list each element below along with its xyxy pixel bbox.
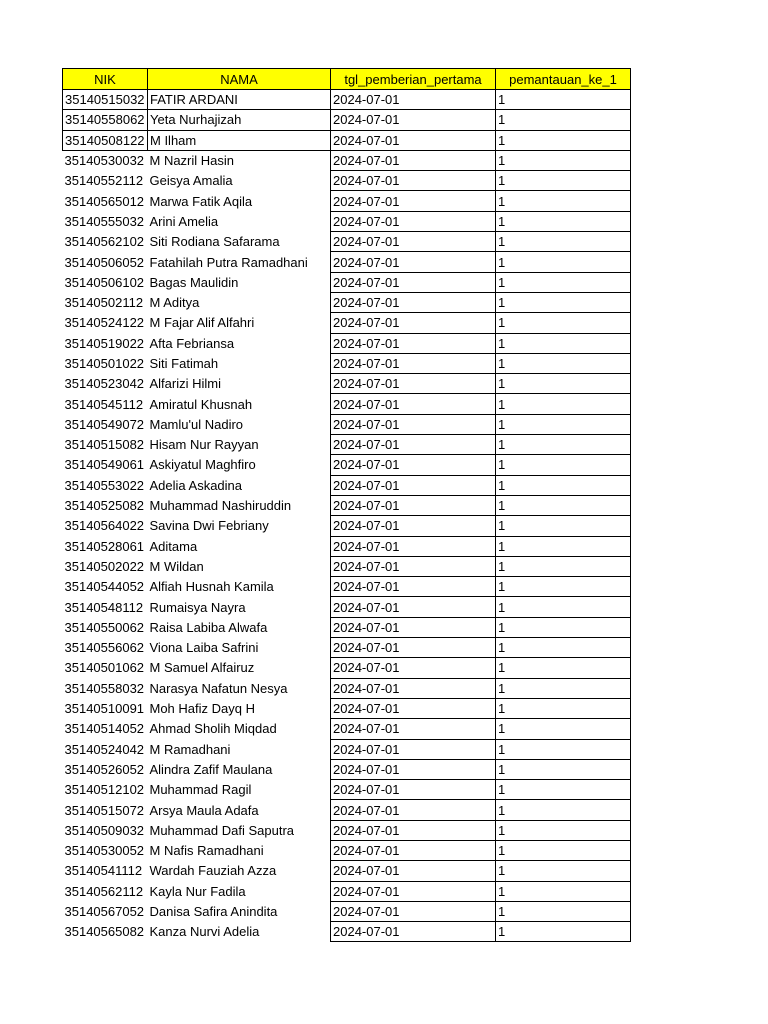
cell-pemantauan-ke-1[interactable]: 1 bbox=[496, 353, 631, 373]
cell-nik[interactable]: 35140502022 bbox=[64, 558, 145, 574]
cell-pemantauan-ke-1[interactable]: 1 bbox=[496, 780, 631, 800]
cell-nik[interactable]: 35140515072 bbox=[64, 802, 145, 818]
cell-tgl-pemberian-pertama[interactable]: 2024-07-01 bbox=[331, 638, 496, 658]
cell-nama[interactable]: M Nafis Ramadhani bbox=[149, 843, 264, 859]
cell-nik[interactable]: 35140515082 bbox=[64, 437, 145, 453]
table-row bbox=[63, 840, 631, 860]
table-row bbox=[63, 353, 631, 373]
cell-tgl-pemberian-pertama[interactable]: 2024-07-01 bbox=[331, 800, 496, 820]
cell-nik[interactable]: 35140514052 bbox=[64, 721, 145, 737]
cell-pemantauan-ke-1[interactable]: 1 bbox=[496, 597, 631, 617]
cell-tgl-pemberian-pertama[interactable]: 2024-07-01 bbox=[331, 658, 496, 678]
cell-nama[interactable]: Siti Rodiana Safarama bbox=[149, 234, 280, 250]
cell-pemantauan-ke-1[interactable]: 1 bbox=[496, 577, 631, 597]
cell-tgl-pemberian-pertama[interactable]: 2024-07-01 bbox=[331, 719, 496, 739]
table-row bbox=[63, 191, 631, 211]
cell-pemantauan-ke-1[interactable]: 1 bbox=[496, 333, 631, 353]
cell-nama[interactable]: Siti Fatimah bbox=[149, 356, 219, 371]
cell-pemantauan-ke-1[interactable]: 1 bbox=[496, 455, 631, 475]
cell-pemantauan-ke-1[interactable]: 1 bbox=[496, 475, 631, 495]
cell-nik[interactable]: 35140562112 bbox=[64, 883, 144, 899]
cell-nik[interactable]: 35140524042 bbox=[64, 741, 145, 757]
cell-tgl-pemberian-pertama[interactable]: 2024-07-01 bbox=[331, 211, 496, 231]
cell-pemantauan-ke-1[interactable]: 1 bbox=[496, 617, 631, 637]
cell-nik[interactable]: 35140550062 bbox=[64, 619, 145, 635]
cell-pemantauan-ke-1[interactable]: 1 bbox=[496, 536, 631, 556]
table-row bbox=[63, 292, 631, 312]
cell-pemantauan-ke-1[interactable]: 1 bbox=[496, 130, 631, 150]
cell-tgl-pemberian-pertama[interactable]: 2024-07-01 bbox=[331, 353, 496, 373]
table-row bbox=[63, 698, 631, 718]
cell-pemantauan-ke-1[interactable]: 1 bbox=[496, 556, 631, 576]
table-row bbox=[63, 678, 631, 698]
cell-nik[interactable]: 35140525082 bbox=[64, 498, 145, 514]
cell-nama[interactable]: Muhammad Ragil bbox=[149, 782, 252, 798]
cell-nik[interactable]: 35140549061 bbox=[64, 457, 145, 473]
cell-tgl-pemberian-pertama[interactable]: 2024-07-01 bbox=[331, 820, 496, 840]
table-row bbox=[63, 901, 631, 921]
cell-pemantauan-ke-1[interactable]: 1 bbox=[496, 719, 631, 739]
cell-nik[interactable]: 35140548112 bbox=[64, 599, 144, 615]
cell-nik[interactable]: 35140524122 bbox=[64, 315, 145, 331]
cell-nik[interactable]: 35140506052 bbox=[64, 254, 145, 270]
cell-tgl-pemberian-pertama[interactable]: 2024-07-01 bbox=[331, 759, 496, 779]
table-row bbox=[63, 272, 631, 292]
cell-nik[interactable]: 35140508122 bbox=[63, 130, 148, 150]
cell-tgl-pemberian-pertama[interactable]: 2024-07-01 bbox=[331, 90, 496, 110]
cell-nama[interactable]: Raisa Labiba Alwafa bbox=[149, 619, 268, 635]
cell-tgl-pemberian-pertama[interactable]: 2024-07-01 bbox=[331, 577, 496, 597]
spreadsheet-table bbox=[62, 68, 631, 942]
table-row bbox=[63, 820, 631, 840]
cell-nama[interactable]: Alfarizi Hilmi bbox=[149, 376, 221, 392]
header-nik[interactable]: NIK bbox=[63, 69, 148, 90]
header-nama[interactable]: NAMA bbox=[148, 69, 331, 90]
cell-nik[interactable]: 35140502112 bbox=[64, 295, 144, 311]
table-row bbox=[63, 597, 631, 617]
table-row bbox=[63, 232, 631, 252]
cell-pemantauan-ke-1[interactable]: 1 bbox=[496, 800, 631, 820]
cell-tgl-pemberian-pertama[interactable]: 2024-07-01 bbox=[331, 394, 496, 414]
cell-nama[interactable]: Muhammad Dafi Saputra bbox=[149, 822, 295, 838]
cell-nik[interactable]: 35140565082 bbox=[64, 924, 145, 940]
table-row bbox=[63, 313, 631, 333]
cell-pemantauan-ke-1[interactable]: 1 bbox=[496, 150, 631, 170]
cell-pemantauan-ke-1[interactable]: 1 bbox=[496, 840, 631, 860]
cell-pemantauan-ke-1[interactable]: 1 bbox=[496, 292, 631, 312]
cell-nik[interactable]: 35140549072 bbox=[64, 416, 145, 432]
cell-tgl-pemberian-pertama[interactable]: 2024-07-01 bbox=[331, 922, 496, 942]
cell-nama[interactable]: Bagas Maulidin bbox=[149, 274, 239, 290]
cell-nik[interactable]: 35140553022 bbox=[64, 477, 145, 493]
cell-tgl-pemberian-pertama[interactable]: 2024-07-01 bbox=[331, 374, 496, 394]
table-row bbox=[63, 556, 631, 576]
cell-tgl-pemberian-pertama[interactable]: 2024-07-01 bbox=[331, 191, 496, 211]
table-row bbox=[63, 658, 631, 678]
cell-nama[interactable]: FATIR ARDANI bbox=[148, 90, 331, 110]
cell-nama[interactable]: Arsya Maula Adafa bbox=[149, 802, 259, 818]
table-row bbox=[63, 394, 631, 414]
cell-nik[interactable]: 35140552112 bbox=[64, 173, 144, 189]
cell-tgl-pemberian-pertama[interactable]: 2024-07-01 bbox=[331, 333, 496, 353]
cell-tgl-pemberian-pertama[interactable]: 2024-07-01 bbox=[331, 435, 496, 455]
cell-nama[interactable]: Narasya Nafatun Nesya bbox=[149, 680, 288, 696]
cell-nama[interactable]: Savina Dwi Febriany bbox=[149, 518, 269, 534]
cell-nama[interactable]: M Wildan bbox=[149, 558, 204, 574]
cell-nama[interactable]: Wardah Fauziah Azza bbox=[149, 863, 277, 879]
cell-pemantauan-ke-1[interactable]: 1 bbox=[496, 211, 631, 231]
cell-pemantauan-ke-1[interactable]: 1 bbox=[496, 678, 631, 698]
cell-nik[interactable]: 35140526052 bbox=[64, 761, 145, 777]
table-row bbox=[63, 252, 631, 272]
cell-nik[interactable]: 35140509032 bbox=[64, 822, 145, 838]
cell-nama[interactable]: Amiratul Khusnah bbox=[149, 396, 253, 412]
cell-nama[interactable]: Alfiah Husnah Kamila bbox=[149, 579, 274, 595]
cell-nama[interactable]: Alindra Zafif Maulana bbox=[149, 761, 273, 777]
cell-tgl-pemberian-pertama[interactable]: 2024-07-01 bbox=[331, 597, 496, 617]
cell-tgl-pemberian-pertama[interactable]: 2024-07-01 bbox=[331, 130, 496, 150]
cell-pemantauan-ke-1[interactable]: 1 bbox=[496, 861, 631, 881]
cell-nama[interactable]: Yeta Nurhajizah bbox=[148, 110, 331, 130]
cell-nik[interactable]: 35140506102 bbox=[64, 274, 145, 290]
table-row bbox=[63, 739, 631, 759]
table-row bbox=[63, 516, 631, 536]
cell-tgl-pemberian-pertama[interactable]: 2024-07-01 bbox=[331, 556, 496, 576]
cell-tgl-pemberian-pertama[interactable]: 2024-07-01 bbox=[331, 272, 496, 292]
table-row bbox=[63, 150, 631, 170]
cell-tgl-pemberian-pertama[interactable]: 2024-07-01 bbox=[331, 414, 496, 434]
cell-nama[interactable]: Arini Amelia bbox=[149, 213, 219, 229]
table-row bbox=[63, 435, 631, 455]
cell-pemantauan-ke-1[interactable]: 1 bbox=[496, 901, 631, 921]
cell-pemantauan-ke-1[interactable]: 1 bbox=[496, 394, 631, 414]
cell-tgl-pemberian-pertama[interactable]: 2024-07-01 bbox=[331, 252, 496, 272]
cell-nama[interactable]: Aditama bbox=[149, 538, 198, 554]
table-row bbox=[63, 800, 631, 820]
table-row bbox=[63, 333, 631, 353]
cell-tgl-pemberian-pertama[interactable]: 2024-07-01 bbox=[331, 901, 496, 921]
cell-nik[interactable]: 35140567052 bbox=[64, 904, 145, 920]
cell-pemantauan-ke-1[interactable]: 1 bbox=[496, 495, 631, 515]
table-row bbox=[63, 130, 631, 150]
cell-nik[interactable]: 35140523042 bbox=[64, 376, 145, 392]
cell-tgl-pemberian-pertama[interactable]: 2024-07-01 bbox=[331, 536, 496, 556]
cell-pemantauan-ke-1[interactable]: 1 bbox=[496, 739, 631, 759]
table-row bbox=[63, 861, 631, 881]
header-row bbox=[63, 69, 631, 90]
cell-nik[interactable]: 35140530032 bbox=[64, 153, 145, 169]
table-row bbox=[63, 638, 631, 658]
cell-nik[interactable]: 35140564022 bbox=[64, 518, 145, 534]
cell-tgl-pemberian-pertama[interactable]: 2024-07-01 bbox=[331, 455, 496, 475]
cell-tgl-pemberian-pertama[interactable]: 2024-07-01 bbox=[331, 150, 496, 170]
cell-pemantauan-ke-1[interactable]: 1 bbox=[496, 922, 631, 942]
cell-pemantauan-ke-1[interactable]: 1 bbox=[496, 313, 631, 333]
cell-pemantauan-ke-1[interactable]: 1 bbox=[496, 820, 631, 840]
cell-nama[interactable]: Ahmad Sholih Miqdad bbox=[149, 721, 277, 737]
cell-nama[interactable]: Viona Laiba Safrini bbox=[149, 640, 259, 656]
cell-nama[interactable]: Afta Febriansa bbox=[149, 335, 235, 351]
cell-tgl-pemberian-pertama[interactable]: 2024-07-01 bbox=[331, 780, 496, 800]
cell-nik[interactable]: 35140501022 bbox=[64, 356, 145, 371]
cell-nik[interactable]: 35140565012 bbox=[64, 193, 145, 209]
table-row bbox=[63, 455, 631, 475]
cell-nama[interactable]: Hisam Nur Rayyan bbox=[149, 437, 259, 453]
cell-tgl-pemberian-pertama[interactable]: 2024-07-01 bbox=[331, 313, 496, 333]
table-row bbox=[63, 719, 631, 739]
cell-pemantauan-ke-1[interactable]: 1 bbox=[496, 90, 631, 110]
cell-nama[interactable]: Mamlu'ul Nadiro bbox=[149, 416, 244, 432]
cell-pemantauan-ke-1[interactable]: 1 bbox=[496, 658, 631, 678]
cell-tgl-pemberian-pertama[interactable]: 2024-07-01 bbox=[331, 698, 496, 718]
cell-nik[interactable]: 35140501062 bbox=[64, 660, 145, 676]
cell-nik[interactable]: 35140515032 bbox=[63, 90, 148, 110]
table-row bbox=[63, 475, 631, 495]
cell-tgl-pemberian-pertama[interactable]: 2024-07-01 bbox=[331, 495, 496, 515]
cell-nama[interactable]: M Aditya bbox=[149, 295, 200, 311]
cell-nama[interactable]: Adelia Askadina bbox=[149, 477, 243, 493]
cell-pemantauan-ke-1[interactable]: 1 bbox=[496, 698, 631, 718]
table-body bbox=[63, 90, 631, 942]
cell-tgl-pemberian-pertama[interactable]: 2024-07-01 bbox=[331, 678, 496, 698]
cell-nik[interactable]: 35140528061 bbox=[64, 538, 145, 554]
cell-nama[interactable]: Muhammad Nashiruddin bbox=[149, 498, 292, 514]
table-row bbox=[63, 171, 631, 191]
cell-nama[interactable]: Kayla Nur Fadila bbox=[149, 883, 246, 899]
cell-pemantauan-ke-1[interactable]: 1 bbox=[496, 414, 631, 434]
cell-tgl-pemberian-pertama[interactable]: 2024-07-01 bbox=[331, 292, 496, 312]
cell-pemantauan-ke-1[interactable]: 1 bbox=[496, 191, 631, 211]
cell-nik[interactable]: 35140558062 bbox=[63, 110, 148, 130]
cell-tgl-pemberian-pertama[interactable]: 2024-07-01 bbox=[331, 232, 496, 252]
table-row bbox=[63, 922, 631, 942]
table-header bbox=[63, 69, 631, 90]
cell-pemantauan-ke-1[interactable]: 1 bbox=[496, 516, 631, 536]
cell-pemantauan-ke-1[interactable]: 1 bbox=[496, 171, 631, 191]
table-row bbox=[63, 759, 631, 779]
cell-nik[interactable]: 35140530052 bbox=[64, 843, 145, 859]
cell-tgl-pemberian-pertama[interactable]: 2024-07-01 bbox=[331, 110, 496, 130]
table-row bbox=[63, 577, 631, 597]
cell-pemantauan-ke-1[interactable]: 1 bbox=[496, 759, 631, 779]
cell-nik[interactable]: 35140558032 bbox=[64, 680, 145, 696]
table-row bbox=[63, 780, 631, 800]
cell-pemantauan-ke-1[interactable]: 1 bbox=[496, 110, 631, 130]
cell-nik[interactable]: 35140545112 bbox=[64, 396, 144, 412]
table-row bbox=[63, 881, 631, 901]
cell-nama[interactable]: Askiyatul Maghfiro bbox=[149, 457, 256, 473]
cell-nama[interactable]: M Fajar Alif Alfahri bbox=[149, 315, 255, 331]
table-row bbox=[63, 90, 631, 110]
cell-tgl-pemberian-pertama[interactable]: 2024-07-01 bbox=[331, 475, 496, 495]
cell-tgl-pemberian-pertama[interactable]: 2024-07-01 bbox=[331, 617, 496, 637]
cell-nama[interactable]: Kanza Nurvi Adelia bbox=[149, 924, 260, 940]
cell-nama[interactable]: Fatahilah Putra Ramadhani bbox=[149, 254, 308, 270]
cell-pemantauan-ke-1[interactable]: 1 bbox=[496, 881, 631, 901]
cell-tgl-pemberian-pertama[interactable]: 2024-07-01 bbox=[331, 739, 496, 759]
cell-pemantauan-ke-1[interactable]: 1 bbox=[496, 252, 631, 272]
table-row bbox=[63, 495, 631, 515]
cell-nama[interactable]: M Ramadhani bbox=[149, 741, 231, 757]
cell-tgl-pemberian-pertama[interactable]: 2024-07-01 bbox=[331, 861, 496, 881]
cell-tgl-pemberian-pertama[interactable]: 2024-07-01 bbox=[331, 840, 496, 860]
header-pemantauan-ke-1[interactable]: pemantauan_ke_1 bbox=[496, 69, 631, 90]
cell-nama[interactable]: Danisa Safira Anindita bbox=[149, 904, 278, 920]
cell-nik[interactable]: 35140556062 bbox=[64, 640, 145, 656]
table-row bbox=[63, 617, 631, 637]
table-row bbox=[63, 536, 631, 556]
header-tgl-pemberian-pertama[interactable]: tgl_pemberian_pertama bbox=[331, 69, 496, 90]
cell-nik[interactable]: 35140512102 bbox=[64, 782, 145, 798]
cell-pemantauan-ke-1[interactable]: 1 bbox=[496, 272, 631, 292]
cell-nik[interactable]: 35140544052 bbox=[64, 579, 145, 595]
cell-nama[interactable]: M Nazril Hasin bbox=[149, 153, 235, 169]
cell-nik[interactable]: 35140555032 bbox=[64, 213, 145, 229]
table-row bbox=[63, 110, 631, 130]
cell-tgl-pemberian-pertama[interactable]: 2024-07-01 bbox=[331, 516, 496, 536]
cell-nik[interactable]: 35140541112 bbox=[64, 863, 143, 879]
cell-pemantauan-ke-1[interactable]: 1 bbox=[496, 638, 631, 658]
cell-nik[interactable]: 35140510091 bbox=[64, 701, 145, 717]
cell-nama[interactable]: Rumaisya Nayra bbox=[149, 599, 246, 615]
cell-pemantauan-ke-1[interactable]: 1 bbox=[496, 374, 631, 394]
cell-tgl-pemberian-pertama[interactable]: 2024-07-01 bbox=[331, 881, 496, 901]
cell-nama[interactable]: Moh Hafiz Dayq H bbox=[149, 701, 255, 717]
cell-nama[interactable]: M Samuel Alfairuz bbox=[149, 660, 255, 676]
cell-nik[interactable]: 35140519022 bbox=[64, 335, 145, 351]
cell-nama[interactable]: Marwa Fatik Aqila bbox=[149, 193, 253, 209]
cell-nama[interactable]: M Ilham bbox=[148, 130, 331, 150]
cell-nik[interactable]: 35140562102 bbox=[64, 234, 145, 250]
cell-nama[interactable]: Geisya Amalia bbox=[149, 173, 233, 189]
table-row bbox=[63, 414, 631, 434]
cell-pemantauan-ke-1[interactable]: 1 bbox=[496, 232, 631, 252]
cell-tgl-pemberian-pertama[interactable]: 2024-07-01 bbox=[331, 171, 496, 191]
table-row bbox=[63, 374, 631, 394]
cell-pemantauan-ke-1[interactable]: 1 bbox=[496, 435, 631, 455]
table-row bbox=[63, 211, 631, 231]
